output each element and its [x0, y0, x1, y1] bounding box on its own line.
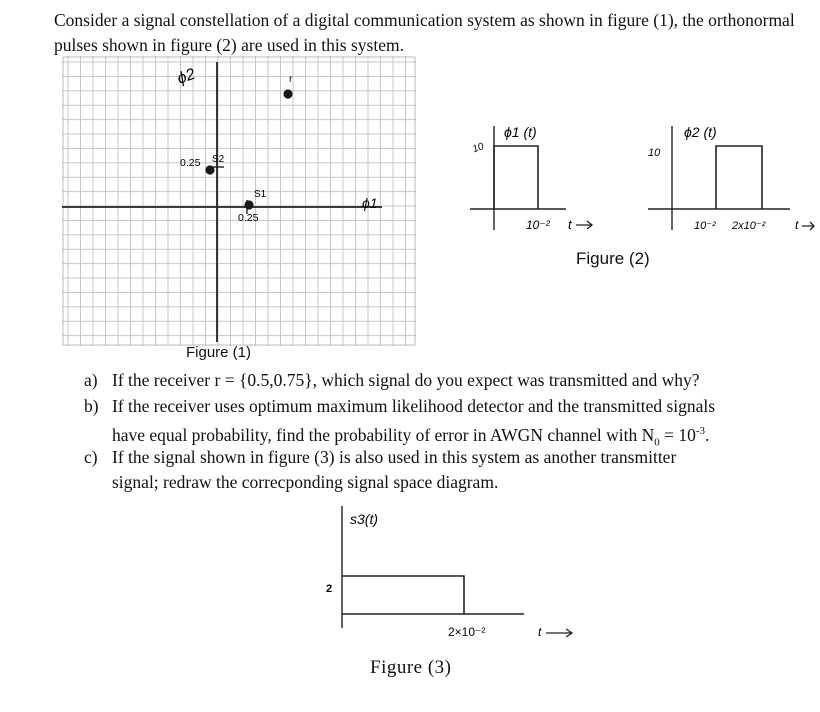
phi2-tick-label: 0.25 — [180, 157, 201, 169]
question-c-line2: signal; redraw the correcponding signal space diagram. — [112, 472, 499, 492]
pulse2-t-label: t — [795, 218, 799, 232]
point-r — [283, 89, 292, 98]
point-r-label: r — [289, 74, 293, 85]
figure3-t-end: 2×10⁻² — [448, 625, 486, 639]
figure-1-caption: Figure (1) — [186, 344, 252, 361]
figure-3-caption: Figure (3) — [370, 657, 452, 678]
figure-2-caption: Figure (2) — [576, 249, 650, 268]
phi1-tick-label: 0.25 — [238, 212, 259, 224]
question-b-equals: = 10 — [659, 424, 696, 445]
pulse2-t-end: 2x10⁻² — [732, 220, 766, 232]
question-b-sub: 0 — [654, 436, 660, 449]
pulse1-t-end: 10⁻² — [526, 218, 550, 232]
question-a-label: a) — [84, 370, 98, 390]
figure3-title: s3(t) — [350, 511, 378, 527]
figure3-t-label: t — [538, 625, 542, 639]
figure3-amplitude: 2 — [326, 583, 333, 595]
pulse1-title: ϕ1 (t) — [504, 124, 537, 140]
question-b-line2-text: have equal probability, find the probability of error in AWGN channel with N — [112, 424, 655, 445]
pulse2-arrow-icon — [802, 222, 814, 230]
point-s2 — [205, 165, 214, 174]
question-b-sup: -3 — [695, 425, 706, 437]
figure3-arrow-icon — [546, 629, 572, 637]
question-c-line1: If the signal shown in figure (3) is also used in this system as another transmitter — [112, 447, 677, 467]
question-c-label: c) — [84, 447, 98, 467]
pulse2-shape — [716, 146, 762, 209]
pulse2-title: ϕ2 (t) — [684, 124, 717, 140]
question-b-period: . — [705, 424, 710, 445]
pulse1-arrow-icon — [576, 221, 592, 229]
question-a-text: If the receiver r = {0.5,0.75}, which signal do you expect was transmitted and why? — [112, 370, 700, 390]
question-b-label: b) — [84, 396, 99, 416]
phi1-axis-label: ϕ1 — [362, 195, 378, 211]
point-s1 — [244, 200, 253, 209]
figure-1 — [62, 56, 416, 346]
point-s1-label: S1 — [254, 189, 267, 200]
figure-3 — [310, 502, 600, 652]
pulse2-t-start: 10⁻² — [694, 220, 716, 232]
figure-2 — [470, 112, 820, 242]
pulse1-shape — [494, 146, 538, 209]
pulse2-amplitude: 10 — [648, 147, 661, 159]
phi2-axis-label: ϕ2 — [175, 65, 198, 88]
intro-paragraph: Consider a signal constellation of a digital communication system as shown in figure (1), the orthonormal pulses shown in figure (2) are used in this system. — [54, 10, 795, 55]
pulse1-t-label: t — [568, 217, 572, 232]
point-s2-label: S2 — [212, 154, 225, 165]
figure3-shape — [342, 576, 464, 614]
question-b-line1: If the receiver uses optimum maximum likelihood detector and the transmitted signals — [112, 396, 716, 416]
pulse1-amplitude: 10 — [471, 141, 486, 156]
